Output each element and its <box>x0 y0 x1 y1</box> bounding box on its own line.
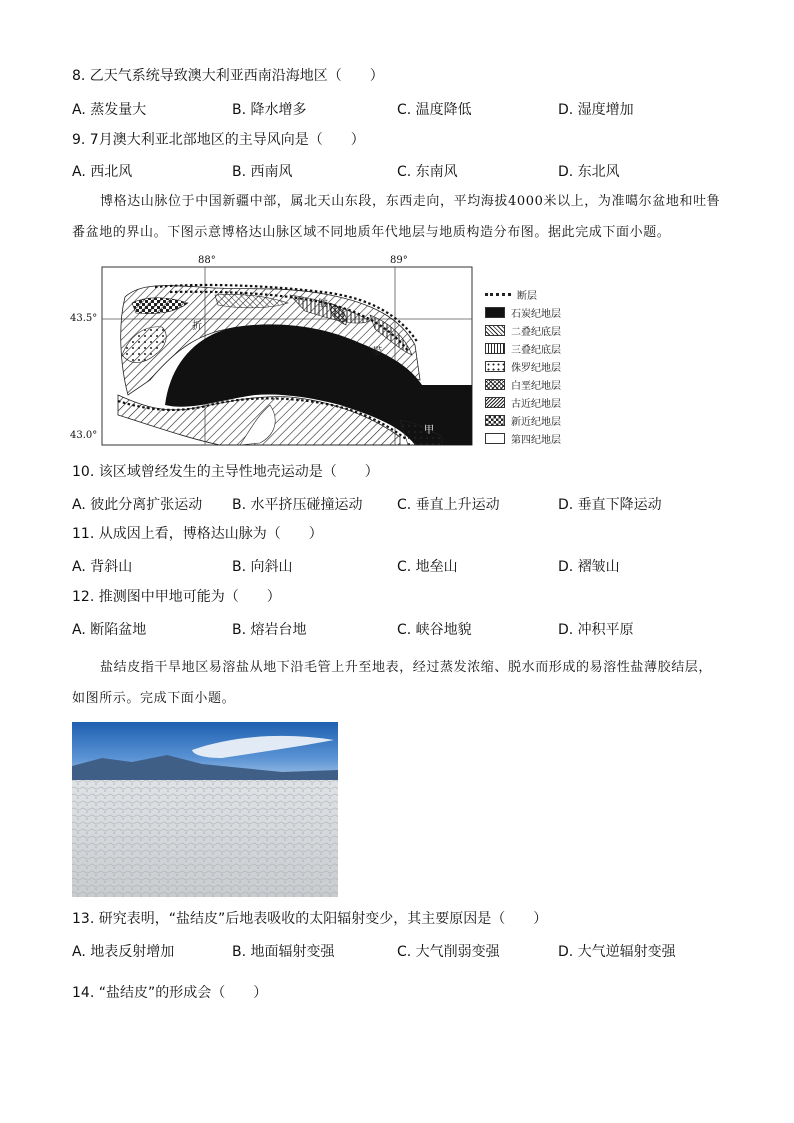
legend-permian: 二叠纪底层 <box>485 321 561 339</box>
option-d: D. 褶皱山 <box>558 559 620 575</box>
question-11-stem: 11. 从成因上看，博格达山脉为（ ） <box>72 526 323 542</box>
lon-label-88: 88° <box>198 255 216 266</box>
map-char-1: 折 <box>192 321 202 332</box>
question-9-stem: 9. 7月澳大利亚北部地区的主导风向是（ ） <box>72 132 365 148</box>
question-9-options <box>72 161 732 183</box>
passage-salt-crust: 盐结皮指干旱地区易溶盐从地下沿毛管上升至地表，经过蒸发浓缩、脱水而形成的易溶性盐薄胶结层，如图所示。完成下面小题。 <box>72 660 713 706</box>
option-c: C. 峡谷地貌 <box>397 622 472 638</box>
question-8-stem: 8. 乙天气系统导致澳大利亚西南沿海地区（ ） <box>72 68 384 84</box>
option-a: A. 西北风 <box>72 164 133 180</box>
lat-label-43-5: 43.5° <box>70 313 98 324</box>
question-11-options <box>72 556 732 578</box>
legend-paleogene: 古近纪地层 <box>485 393 561 411</box>
question-13-options <box>72 941 732 963</box>
map-char-2: 皱 <box>318 299 328 310</box>
option-c: C. 垂直上升运动 <box>397 497 500 513</box>
map-legend <box>485 285 561 447</box>
question-12-stem: 12. 推测图中甲地可能为（ ） <box>72 589 281 605</box>
question-14-stem: 14. “盐结皮”的形成会（ ） <box>72 985 268 1001</box>
option-a: A. 断陷盆地 <box>72 622 147 638</box>
option-b: B. 西南风 <box>232 164 293 180</box>
legend-fault: 断层 <box>485 285 561 303</box>
option-b: B. 水平挤压碰撞运动 <box>232 497 363 513</box>
option-c: C. 温度降低 <box>397 102 472 118</box>
salt-crust-photo <box>72 722 338 897</box>
question-10-options <box>72 494 732 516</box>
legend-carboniferous: 石炭纪地层 <box>485 303 561 321</box>
option-c: C. 东南风 <box>397 164 458 180</box>
option-d: D. 湿度增加 <box>558 102 634 118</box>
option-d: D. 垂直下降运动 <box>558 497 662 513</box>
passage-bogda: 博格达山脉位于中国新疆中部，属北天山东段，东西走向，平均海拔4000米以上，为准噶尔盆地和吐鲁番盆地的界山。下图示意博格达山脉区域不同地质年代地层与地质构造分布图。据此完成下面小题。 <box>72 194 721 240</box>
question-12-options <box>72 619 732 641</box>
option-c: C. 地垒山 <box>397 559 458 575</box>
option-b: B. 地面辐射变强 <box>232 944 335 960</box>
geologic-map <box>70 255 610 450</box>
legend-neogene: 新近纪地层 <box>485 411 561 429</box>
option-a: A. 彼此分离扩张运动 <box>72 497 203 513</box>
map-figure <box>70 255 480 450</box>
option-c: C. 大气削弱变强 <box>397 944 500 960</box>
option-d: D. 东北风 <box>558 164 620 180</box>
option-a: A. 地表反射增加 <box>72 944 175 960</box>
option-b: B. 向斜山 <box>232 559 293 575</box>
option-d: D. 冲积平原 <box>558 622 634 638</box>
question-13-stem: 13. 研究表明，“盐结皮”后地表吸收的太阳辐射变少，其主要原因是（ ） <box>72 911 548 927</box>
legend-cretaceous: 白垩纪地层 <box>485 375 561 393</box>
legend-quaternary: 第四纪地层 <box>485 429 561 447</box>
question-10-stem: 10. 该区域曾经发生的主导性地壳运动是（ ） <box>72 464 379 480</box>
option-b: B. 降水增多 <box>232 102 307 118</box>
legend-jurassic: 侏罗纪地层 <box>485 357 561 375</box>
option-a: A. 蒸发量大 <box>72 102 147 118</box>
option-d: D. 大气逆辐射变强 <box>558 944 676 960</box>
question-8-options <box>72 99 732 121</box>
option-b: B. 熔岩台地 <box>232 622 307 638</box>
map-char-jia: 甲 <box>424 425 434 436</box>
map-char-3: 带 <box>372 347 382 358</box>
lon-label-89: 89° <box>390 255 408 266</box>
legend-triassic: 三叠纪底层 <box>485 339 561 357</box>
option-a: A. 背斜山 <box>72 559 133 575</box>
lat-label-43-0: 43.0° <box>70 430 98 441</box>
